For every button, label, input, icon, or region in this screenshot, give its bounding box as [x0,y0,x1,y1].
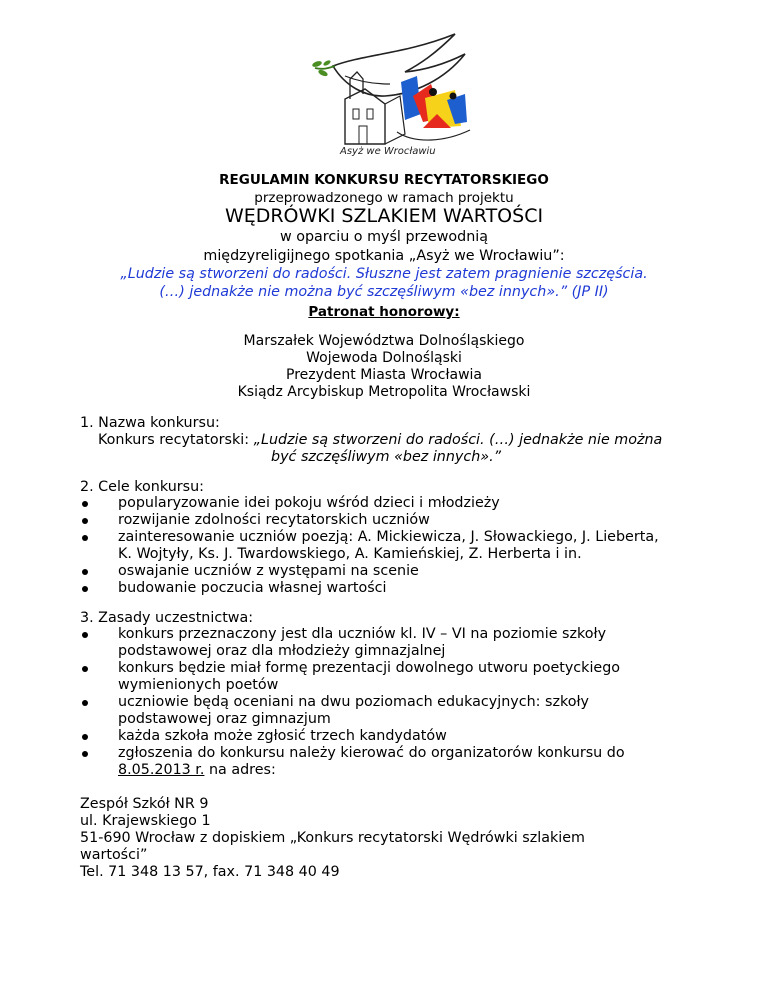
patron-item: Ksiądz Arcybiskup Metropolita Wrocławski [237,384,531,400]
rule-item: uczniowie będą oceniani na dwu poziomach edukacyjnych: szkoły [118,694,589,710]
bullet-icon [82,535,88,541]
bullet-icon [82,569,88,575]
address-line-1: Zespół Szkół NR 9 [80,796,209,812]
patron-item: Marszałek Województwa Dolnośląskiego [243,333,525,349]
deadline-row [118,762,276,778]
header-line-3: międzyreligijnego spotkania „Asyż we Wrocławiu”: [203,248,565,264]
bullet-icon [82,666,88,672]
document-subtitle: przeprowadzonego w ramach projektu [254,190,514,206]
deadline-suffix: na adres: [204,762,276,778]
bullet-icon [82,518,88,524]
rule-item: zgłoszenia do konkursu należy kierować do organizatorów konkursu do [118,745,625,761]
goal-item: zainteresowanie uczniów poezją: A. Mickiewicza, J. Słowackiego, J. Lieberta, [118,529,659,545]
section-1-name-row [98,432,662,448]
bullet-icon [82,751,88,757]
goal-item-continued: K. Wojtyły, Ks. J. Twardowskiego, A. Kamieńskiej, Z. Herberta i in. [118,546,582,562]
rule-item-continued: podstawowej oraz dla młodzieży gimnazjalnej [118,643,446,659]
patronat-heading: Patronat honorowy: [308,304,460,320]
goal-item: budowanie poczucia własnej wartości [118,580,387,596]
quote-line-2: (…) jednakże nie można być szczęśliwym «bez innych».” (JP II) [159,284,609,300]
goal-item: oswajanie uczniów z występami na scenie [118,563,419,579]
rule-item: konkurs przeznaczony jest dla uczniów kl. IV – VI na poziomie szkoły [118,626,607,642]
section-3-heading: 3. Zasady uczestnictwa: [80,610,254,626]
project-name: WĘDRÓWKI SZLAKIEM WARTOŚCI [224,205,544,227]
deadline-date: 8.05.2013 r. [118,762,205,778]
goal-item: popularyzowanie idei pokoju wśród dzieci i młodzieży [118,495,500,511]
section-1-heading: 1. Nazwa konkursu: [80,415,220,431]
bullet-icon [82,700,88,706]
document-title: REGULAMIN KONKURSU RECYTATORSKIEGO [219,172,549,188]
contact-phone-fax: Tel. 71 348 13 57, fax. 71 348 40 49 [80,864,340,880]
rule-item: każda szkoła może zgłosić trzech kandydatów [118,728,447,744]
bullet-icon [82,501,88,507]
patron-item: Prezydent Miasta Wrocławia [286,367,482,383]
rule-item-continued: wymienionych poetów [118,677,279,693]
contest-name-line-2: być szczęśliwym «bez innych».” [271,449,502,465]
bullet-icon [82,586,88,592]
rule-item: konkurs będzie miał formę prezentacji dowolnego utworu poetyckiego [118,660,621,676]
address-line-3: 51-690 Wrocław z dopiskiem „Konkurs recytatorski Wędrówki szlakiem [80,830,585,846]
patron-item: Wojewoda Dolnośląski [306,350,462,366]
logo-caption: Asyż we Wrocławiu [340,146,436,157]
bullet-icon [82,734,88,740]
contest-name-prefix: Konkurs recytatorski: [98,432,254,448]
rule-item-continued: podstawowej oraz gimnazjum [118,711,331,727]
section-2-heading: 2. Cele konkursu: [80,479,204,495]
bullet-icon [82,632,88,638]
goal-item: rozwijanie zdolności recytatorskich uczniów [118,512,430,528]
quote-line-1: „Ludzie są stworzeni do radości. Słuszne jest zatem pragnienie szczęścia. [120,266,648,282]
address-line-4: wartości” [80,847,148,863]
address-line-2: ul. Krajewskiego 1 [80,813,211,829]
contest-name-line-1: „Ludzie są stworzeni do radości. (…) jednakże nie można [253,432,663,448]
header-line-2: w oparciu o myśl przewodnią [279,229,489,245]
